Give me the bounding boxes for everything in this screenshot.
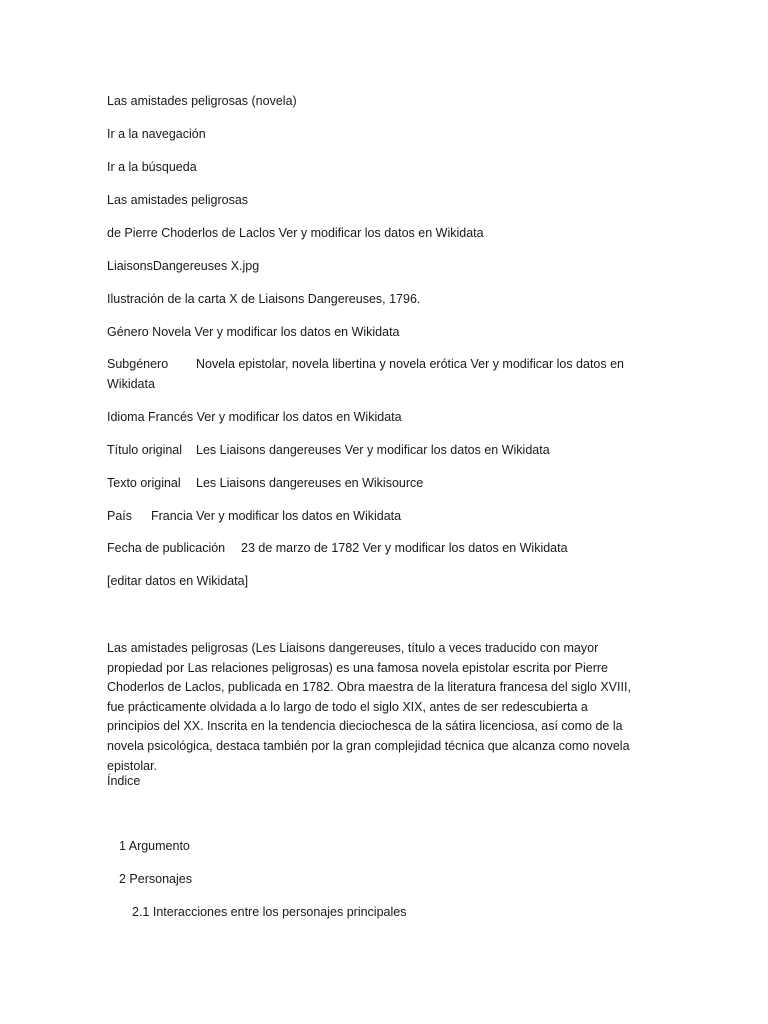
pubdate-label: Fecha de publicación — [107, 541, 226, 555]
infobox-title: Las amistades peligrosas — [107, 193, 249, 207]
country-row — [107, 507, 401, 525]
language-line: Idioma Francés Ver y modificar los datos en Wikidata — [107, 410, 402, 424]
image-caption: Ilustración de la carta X de Liaisons Dangereuses, 1796. — [107, 292, 421, 306]
toc-item-interacciones[interactable]: 2.1 Interacciones entre los personajes principales — [132, 905, 407, 919]
edit-wikidata-link[interactable]: [editar datos en Wikidata] — [107, 574, 249, 588]
pubdate-value: 23 de marzo de 1782 Ver y modificar los datos en Wikidata — [241, 541, 568, 555]
image-filename[interactable]: LiaisonsDangereuses X.jpg — [107, 259, 260, 273]
original-text-value[interactable]: Les Liaisons dangereuses en Wikisource — [196, 476, 424, 490]
original-title-row — [107, 441, 550, 459]
index-heading: Índice — [107, 774, 141, 788]
original-title-value: Les Liaisons dangereuses Ver y modificar los datos en Wikidata — [196, 443, 550, 457]
original-text-row — [107, 474, 423, 492]
author-line: de Pierre Choderlos de Laclos Ver y modificar los datos en Wikidata — [107, 226, 484, 240]
genre-line: Género Novela Ver y modificar los datos en Wikidata — [107, 325, 400, 339]
subgenre-wrap: Wikidata — [107, 376, 155, 391]
original-title-label: Título original — [107, 443, 183, 457]
original-text-label: Texto original — [107, 476, 181, 490]
subgenre-label: Subgénero — [107, 357, 169, 371]
article-title: Las amistades peligrosas (novela) — [107, 94, 297, 108]
subgenre-value: Novela epistolar, novela libertina y novela erótica Ver y modificar los datos en — [196, 357, 625, 371]
country-label: País — [107, 509, 133, 523]
country-value: Francia Ver y modificar los datos en Wikidata — [151, 509, 402, 523]
intro-paragraph: Las amistades peligrosas (Les Liaisons dangereuses, título a veces traducido con mayor propiedad por Las relaciones peligrosas) es una famosa novela epistolar escrita por Pierre Choderlos de Laclos, publicada en 1782. Obra maestra de la literatura francesa del siglo XVIII, fue prácticamente olvidada a lo largo de todo el siglo XIX, antes de ser redescubierta a principios del XX. Inscrita en la tendencia dieciochesca de la sátira licenciosa, así como de la novela psicológica, destaca también por la gran complejidad técnica que alcanza como novela epistolar. — [107, 641, 631, 773]
toc-item-argumento[interactable]: 1 Argumento — [119, 839, 190, 853]
nav-link[interactable]: Ir a la navegación — [107, 127, 206, 141]
toc-item-personajes[interactable]: 2 Personajes — [119, 872, 192, 886]
search-link[interactable]: Ir a la búsqueda — [107, 160, 197, 174]
pubdate-row — [107, 539, 568, 557]
subgenre-row — [107, 355, 647, 394]
